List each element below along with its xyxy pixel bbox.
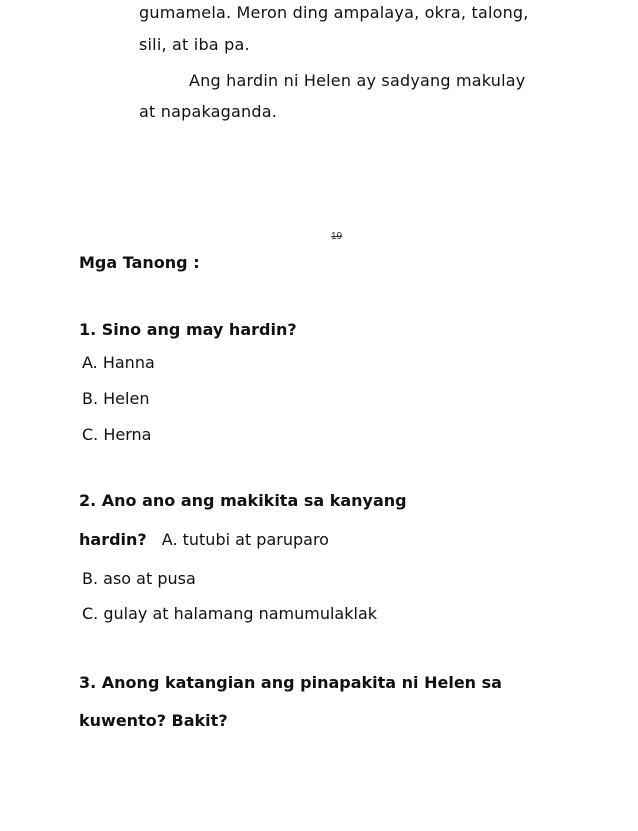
page-number: 19 xyxy=(331,231,343,242)
story-line-4: at napakaganda. xyxy=(139,102,278,121)
question-3-line-2: kuwento? Bakit? xyxy=(79,711,228,730)
story-line-2: sili, at iba pa. xyxy=(139,35,250,54)
question-1-option-b: B. Helen xyxy=(82,389,150,408)
question-2-option-c: C. gulay at halamang namumulaklak xyxy=(82,604,378,623)
question-2-line-1: 2. Ano ano ang makikita sa kanyang xyxy=(79,491,407,510)
question-3-line-1: 3. Anong katangian ang pinapakita ni Helen sa xyxy=(79,673,502,692)
question-2-option-b: B. aso at pusa xyxy=(82,569,196,588)
story-line-3: Ang hardin ni Helen ay sadyang makulay xyxy=(189,71,526,90)
question-2-line-2-row xyxy=(79,530,329,549)
question-2-option-a: A. tutubi at paruparo xyxy=(161,530,329,549)
questions-heading: Mga Tanong : xyxy=(79,253,200,272)
question-1-option-c: C. Herna xyxy=(82,425,152,444)
question-1-option-a: A. Hanna xyxy=(82,353,155,372)
question-2-line-2: hardin? xyxy=(79,530,147,549)
story-line-1: gumamela. Meron ding ampalaya, okra, talong, xyxy=(139,3,529,22)
question-1: 1. Sino ang may hardin? xyxy=(79,320,297,339)
